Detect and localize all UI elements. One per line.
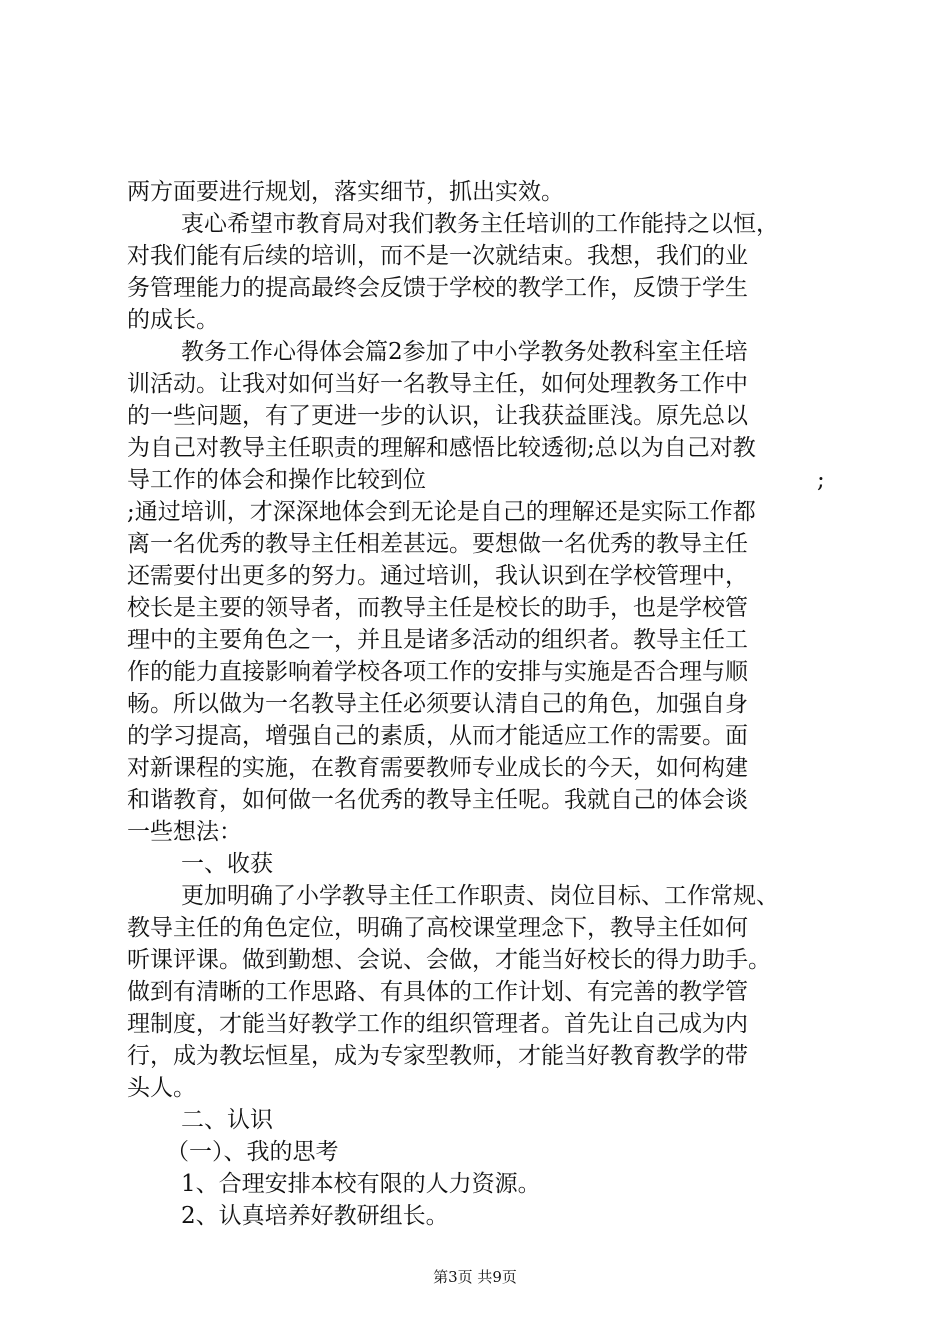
text-line: 校长是主要的领导者，而教导主任是校长的助手，也是学校管 <box>127 595 748 621</box>
text-line: 头人。 <box>127 1075 196 1101</box>
paragraph-start-line: 教务工作心得体会篇2参加了中小学教务处教科室主任培 <box>181 339 748 365</box>
text-line: 畅。所以做为一名教导主任必须要认清自己的角色，加强自身 <box>127 691 748 717</box>
subsection-heading: （一）、我的思考 <box>166 1139 339 1165</box>
text-line: 对新课程的实施，在教育需要教师专业成长的今天，如何构建 <box>127 755 748 781</box>
text-line: 和谐教育，如何做一名优秀的教导主任呢。我就自己的体会谈 <box>127 787 748 813</box>
text-line: 两方面要进行规划，落实细节，抓出实效。 <box>127 179 564 205</box>
text-line: 做到有清晰的工作思路、有具体的工作计划、有完善的教学管 <box>127 979 748 1005</box>
text-line: 的学习提高，增强自己的素质，从而才能适应工作的需要。面 <box>127 723 748 749</box>
text-line: 的成长。 <box>127 307 219 333</box>
text-line: 理制度，才能当好教学工作的组织管理者。首先让自己成为内 <box>127 1011 748 1037</box>
paragraph-start-line: 衷心希望市教育局对我们教务主任培训的工作能持之以恒， <box>181 211 779 237</box>
text-line: 离一名优秀的教导主任相差甚远。要想做一名优秀的教导主任 <box>127 531 748 557</box>
list-item: 1、合理安排本校有限的人力资源。 <box>181 1171 541 1197</box>
paragraph-start-line: 更加明确了小学教导主任工作职责、岗位目标、工作常规、 <box>181 883 779 909</box>
text-line: 为自己对教导主任职责的理解和感悟比较透彻;总以为自己对教 <box>127 435 756 461</box>
text-line-end: ; <box>817 467 825 493</box>
text-line: 听课评课。做到勤想、会说、会做，才能当好校长的得力助手。 <box>127 947 771 973</box>
text-line: 的一些问题，有了更进一步的认识，让我获益匪浅。原先总以 <box>127 403 748 429</box>
text-line: 教导主任的角色定位，明确了高校课堂理念下，教导主任如何 <box>127 915 748 941</box>
text-line: ;通过培训，才深深地体会到无论是自己的理解还是实际工作都 <box>127 499 756 525</box>
text-line: 务管理能力的提高最终会反馈于学校的教学工作，反馈于学生 <box>127 275 748 301</box>
text-line: 一些想法： <box>127 819 242 845</box>
page-number-footer: 第3页 共9页 <box>433 1268 517 1286</box>
text-line: 训活动。让我对如何当好一名教导主任，如何处理教务工作中 <box>127 371 748 397</box>
text-line: 还需要付出更多的努力。通过培训，我认识到在学校管理中， <box>127 563 748 589</box>
text-line: 对我们能有后续的培训，而不是一次就结束。我想，我们的业 <box>127 243 748 269</box>
text-line: 行，成为教坛恒星，成为专家型教师，才能当好教育教学的带 <box>127 1043 748 1069</box>
list-item: 2、认真培养好教研组长。 <box>181 1203 449 1229</box>
text-line: 导工作的体会和操作比较到位 <box>127 467 426 493</box>
text-line: 作的能力直接影响着学校各项工作的安排与实施是否合理与顺 <box>127 659 748 685</box>
section-heading: 一、收获 <box>181 851 273 877</box>
section-heading: 二、认识 <box>181 1107 273 1133</box>
text-line: 理中的主要角色之一，并且是诸多活动的组织者。教导主任工 <box>127 627 748 653</box>
